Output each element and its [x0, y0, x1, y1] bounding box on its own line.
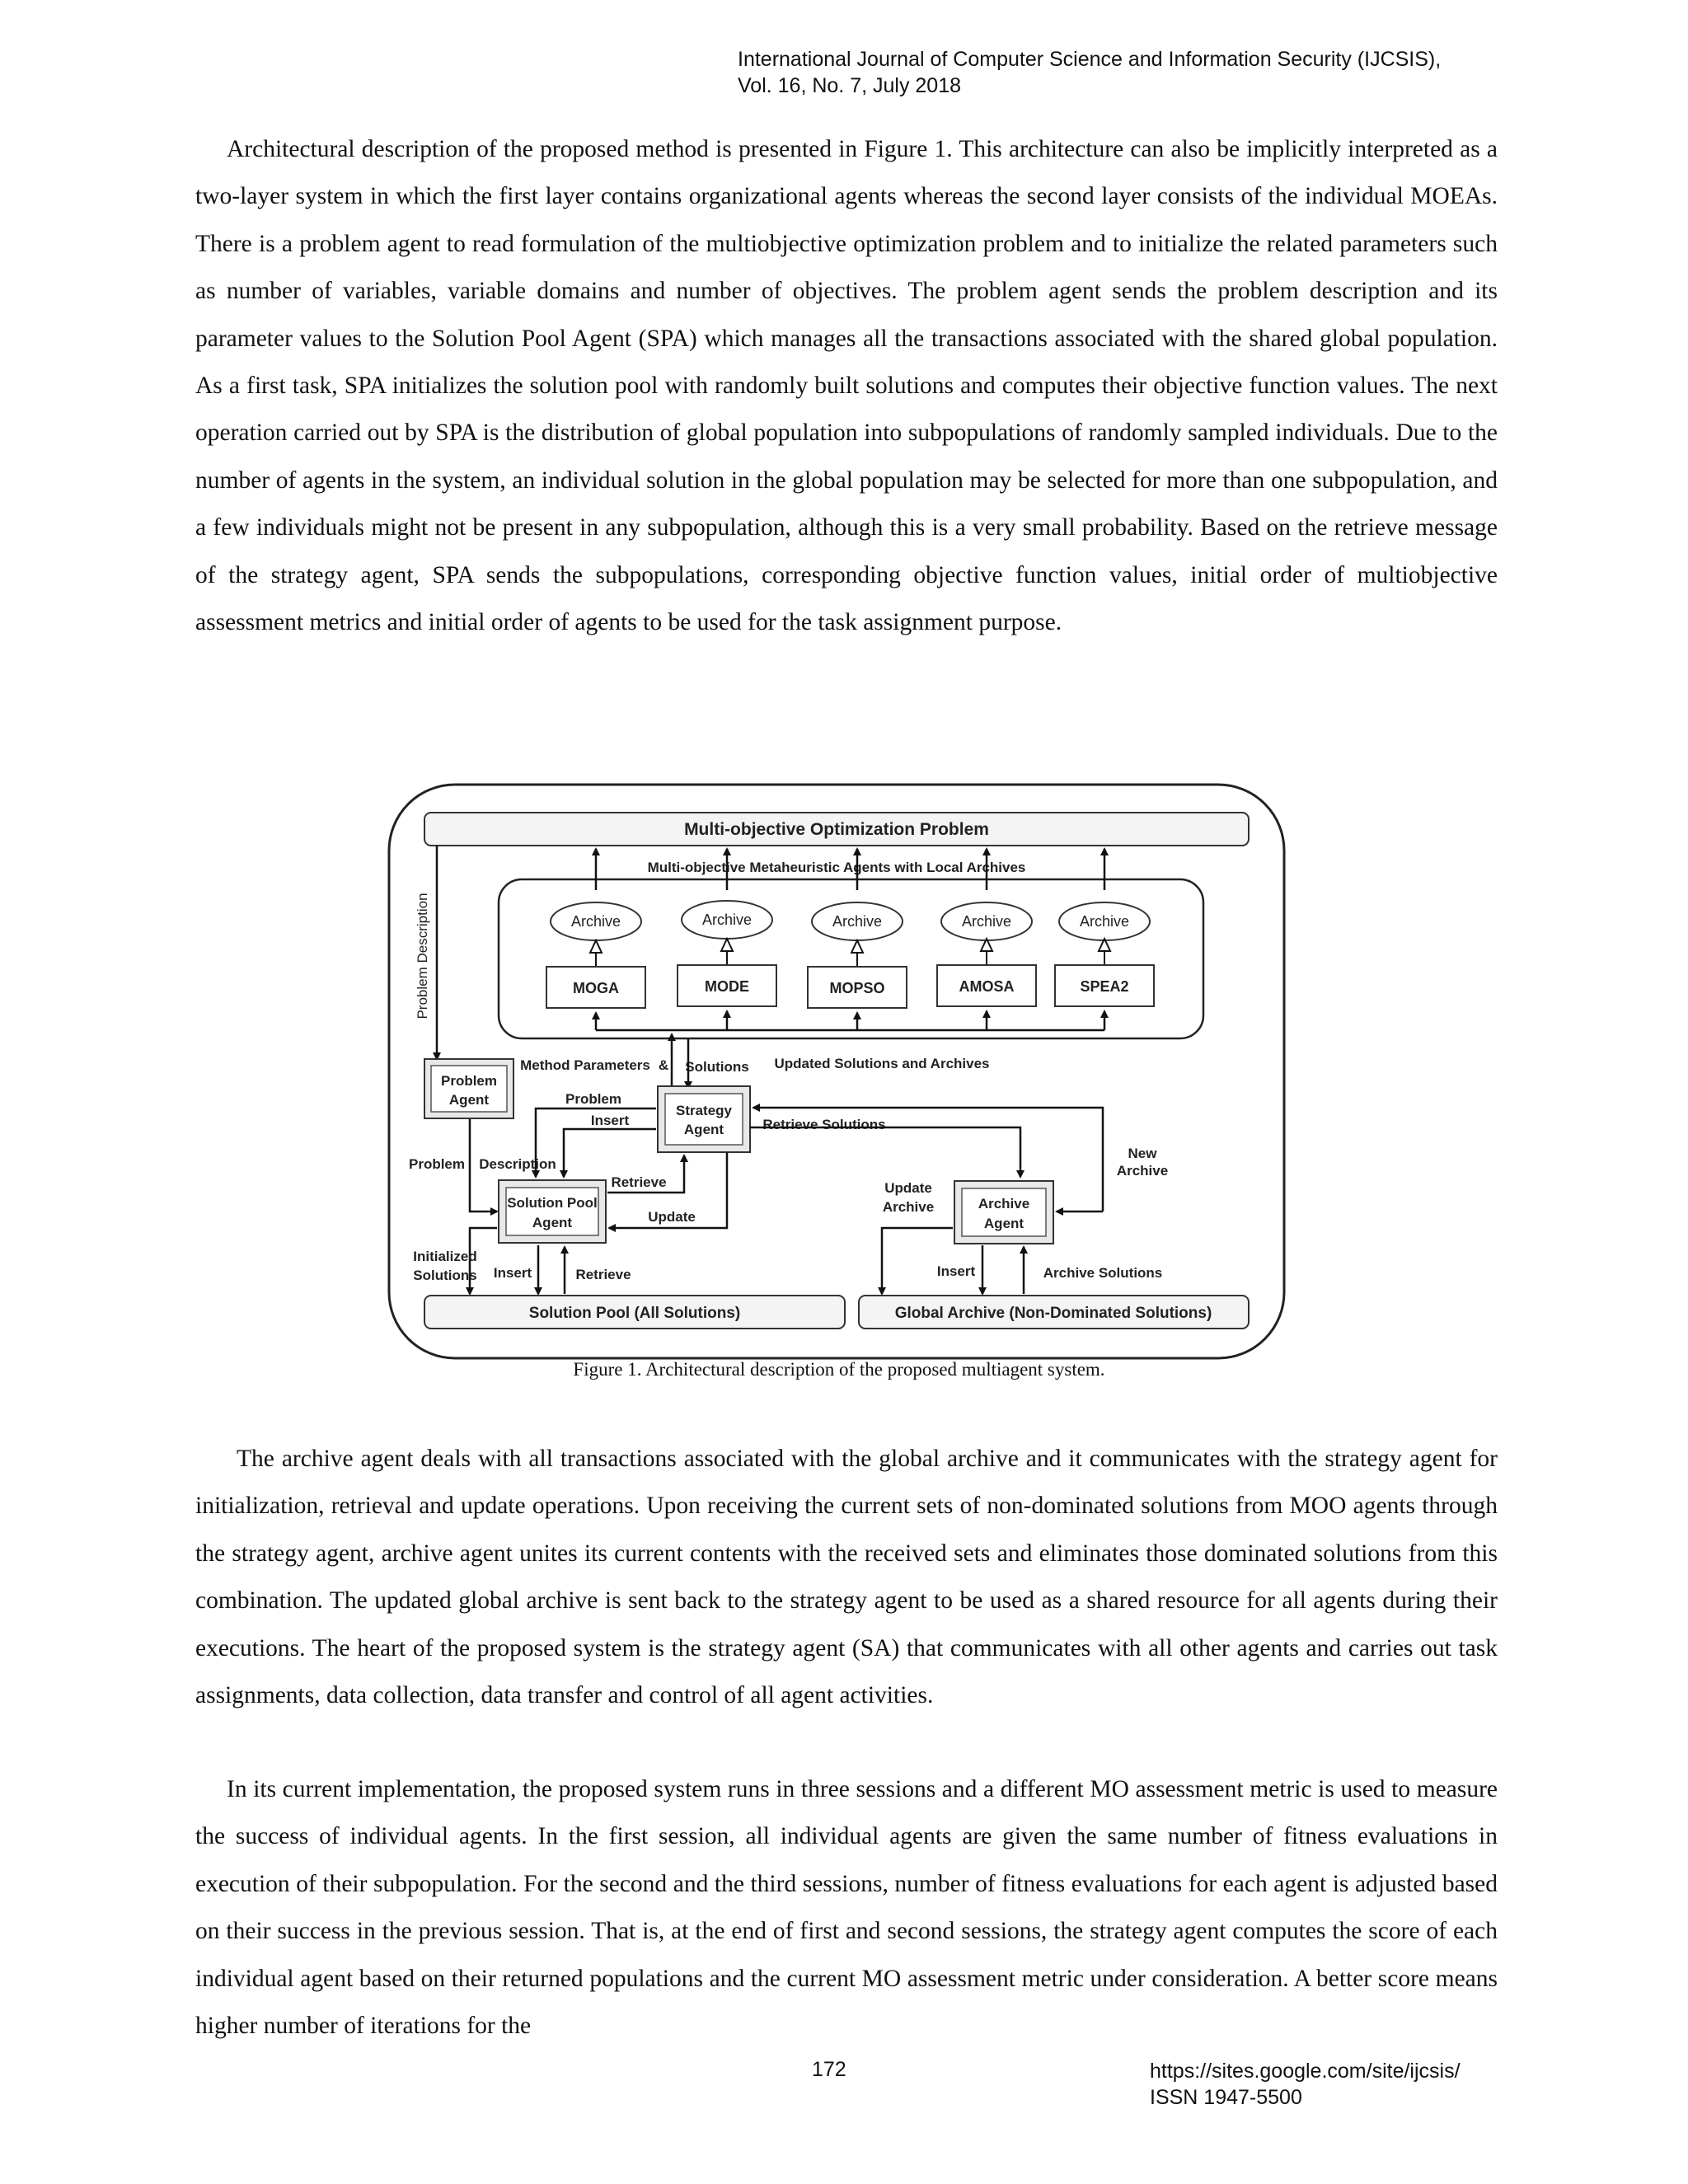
footer-url: https://sites.google.com/site/ijcsis/ — [1150, 2060, 1461, 2083]
solution-pool-bar-label: Solution Pool (All Solutions) — [528, 1305, 741, 1322]
problem-description-vertical: Problem Description — [415, 893, 430, 1019]
archive-agent-label-1: Archive — [978, 1196, 1030, 1212]
strategy-agent-label-1: Strategy — [675, 1103, 733, 1118]
figure-caption-text: Figure 1. Architectural description of the proposed multiagent system. — [573, 1359, 1105, 1380]
strategy-agent-label-2: Agent — [683, 1122, 724, 1137]
figure-architecture — [387, 783, 1286, 1360]
footer-info — [1150, 2058, 1461, 2111]
journal-title: International Journal of Computer Science and Information Security (IJCSIS), — [738, 48, 1442, 71]
algorithm-spea2: SPEA2 — [1080, 978, 1129, 995]
algorithm-moga: MOGA — [573, 980, 619, 996]
insert-archive-label: Insert — [936, 1263, 976, 1279]
archive-label: Archive — [701, 912, 753, 928]
architecture-diagram — [387, 783, 1286, 1360]
paragraph-archive-agent: The archive agent deals with all transactions associated with the global archive and it communicates with the strategy agent for initialization, retrieval and update operations. Upon receiving the current sets of non-dominated solutions from MOO agents through the strategy agent, archive agent unites its current contents with the received sets and eliminates those dominated solutions from this combination. The updated global archive is sent back to the strategy agent to be used as a shared resource for all agents during their executions. The heart of the proposed system is the strategy agent (SA) that communicates with all other agents and carries out task assignments, data collection, data transfer and control of all agent activities. — [195, 1446, 1498, 1709]
global-archive-bar-label: Global Archive (Non-Dominated Solutions) — [894, 1305, 1212, 1322]
paragraph-architecture: Architectural description of the proposed method is presented in Figure 1. This architecture can also be implicitly interpreted as a two-layer system in which the first layer contains organizational agents whereas the second layer consists of the individual MOEAs. There is a problem agent to read formulation of the multiobjective optimization problem and to initialize the related parameters such as number of variables, variable domains and number of objectives. The problem agent sends the problem description and its parameter values to the Solution Pool Agent (SPA) which manages all the transactions associated with the shared global population. As a first task, SPA initializes the solution pool with randomly built solutions and computes their objective function values. The next operation carried out by SPA is the distribution of global population into subpopulations of randomly sampled individuals. Due to the number of agents in the system, an individual solution in the global population may be selected for more than one subpopulation, and a few individuals might not be present in any subpopulation, although this is a very small probability. Based on the retrieve message of the strategy agent, SPA sends the subpopulations, corresponding objective function values, initial order of multiobjective assessment metrics and initial order of agents to be used for the task assignment purpose. — [195, 136, 1498, 636]
solution-pool-agent-label-2: Agent — [532, 1215, 573, 1230]
algorithm-mopso: MOPSO — [829, 980, 885, 996]
problem-label-a: Problem — [408, 1156, 466, 1172]
new-label: New — [1128, 1146, 1157, 1161]
archive-label: Archive — [1079, 913, 1130, 930]
problem-agent-label-2: Agent — [448, 1092, 490, 1108]
retrieve-solutions-label: Retrieve Solutions — [762, 1117, 886, 1132]
metaheuristic-agents-label: Multi-objective Metaheuristic Agents with Local Archives — [647, 860, 1026, 875]
solution-pool-agent-label-1: Solution Pool — [507, 1195, 598, 1211]
paragraph-implementation: In its current implementation, the proposed system runs in three sessions and a different MO assessment metric is used to measure the success of individual agents. In the first session, all individual agents are given the same number of fitness evaluations in execution of their subpopulation. For the second and the third sessions, number of fitness evaluations for each agent is adjusted based on their success in the previous session. That is, at the end of first and second sessions, the strategy agent computes the score of each individual agent based on their returned populations and the current MO assessment metric under consideration. A better score means higher number of iterations for the — [195, 1776, 1498, 2040]
algorithm-amosa: AMOSA — [959, 978, 1015, 995]
algorithm-columns — [546, 901, 1154, 1008]
archive-agent-label-2: Agent — [983, 1216, 1025, 1231]
update-label: Update — [648, 1209, 696, 1225]
insert-spa-label: Insert — [493, 1265, 532, 1281]
retrieve-label: Retrieve — [611, 1174, 667, 1190]
journal-header — [738, 46, 1562, 99]
solutions-label: Solutions — [685, 1059, 749, 1075]
archive-solutions-label: Archive Solutions — [1043, 1265, 1163, 1281]
description-label-b: Description — [479, 1156, 556, 1172]
footer-issn: ISSN 1947-5500 — [1150, 2086, 1302, 2109]
retrieve-spa-label: Retrieve — [575, 1267, 631, 1282]
optimization-problem-label: Multi-objective Optimization Problem — [684, 820, 989, 839]
initialized-label-1: Initialized — [413, 1249, 477, 1264]
method-parameters-label: Method Parameters — [520, 1057, 650, 1073]
problem-agent-label-1: Problem — [440, 1073, 498, 1089]
updated-solutions-label: Updated Solutions and Archives — [774, 1056, 990, 1071]
ampersand-label: & — [658, 1057, 669, 1073]
algorithm-mode: MODE — [705, 978, 749, 995]
initialized-label-2: Solutions — [413, 1268, 477, 1283]
archive-label: Archive — [961, 913, 1012, 930]
journal-volume: Vol. 16, No. 7, July 2018 — [738, 74, 962, 97]
update-archive-label-1: Update — [884, 1180, 932, 1196]
insert-label: Insert — [590, 1113, 630, 1128]
archive-label: Archive — [570, 913, 621, 930]
page-number: 172 — [812, 2058, 846, 2081]
archive-label: Archive — [832, 913, 883, 930]
figure-caption — [0, 1357, 1688, 1382]
update-archive-label-2: Archive — [882, 1199, 935, 1215]
problem-label: Problem — [565, 1091, 622, 1107]
archive-new-label: Archive — [1116, 1163, 1169, 1179]
